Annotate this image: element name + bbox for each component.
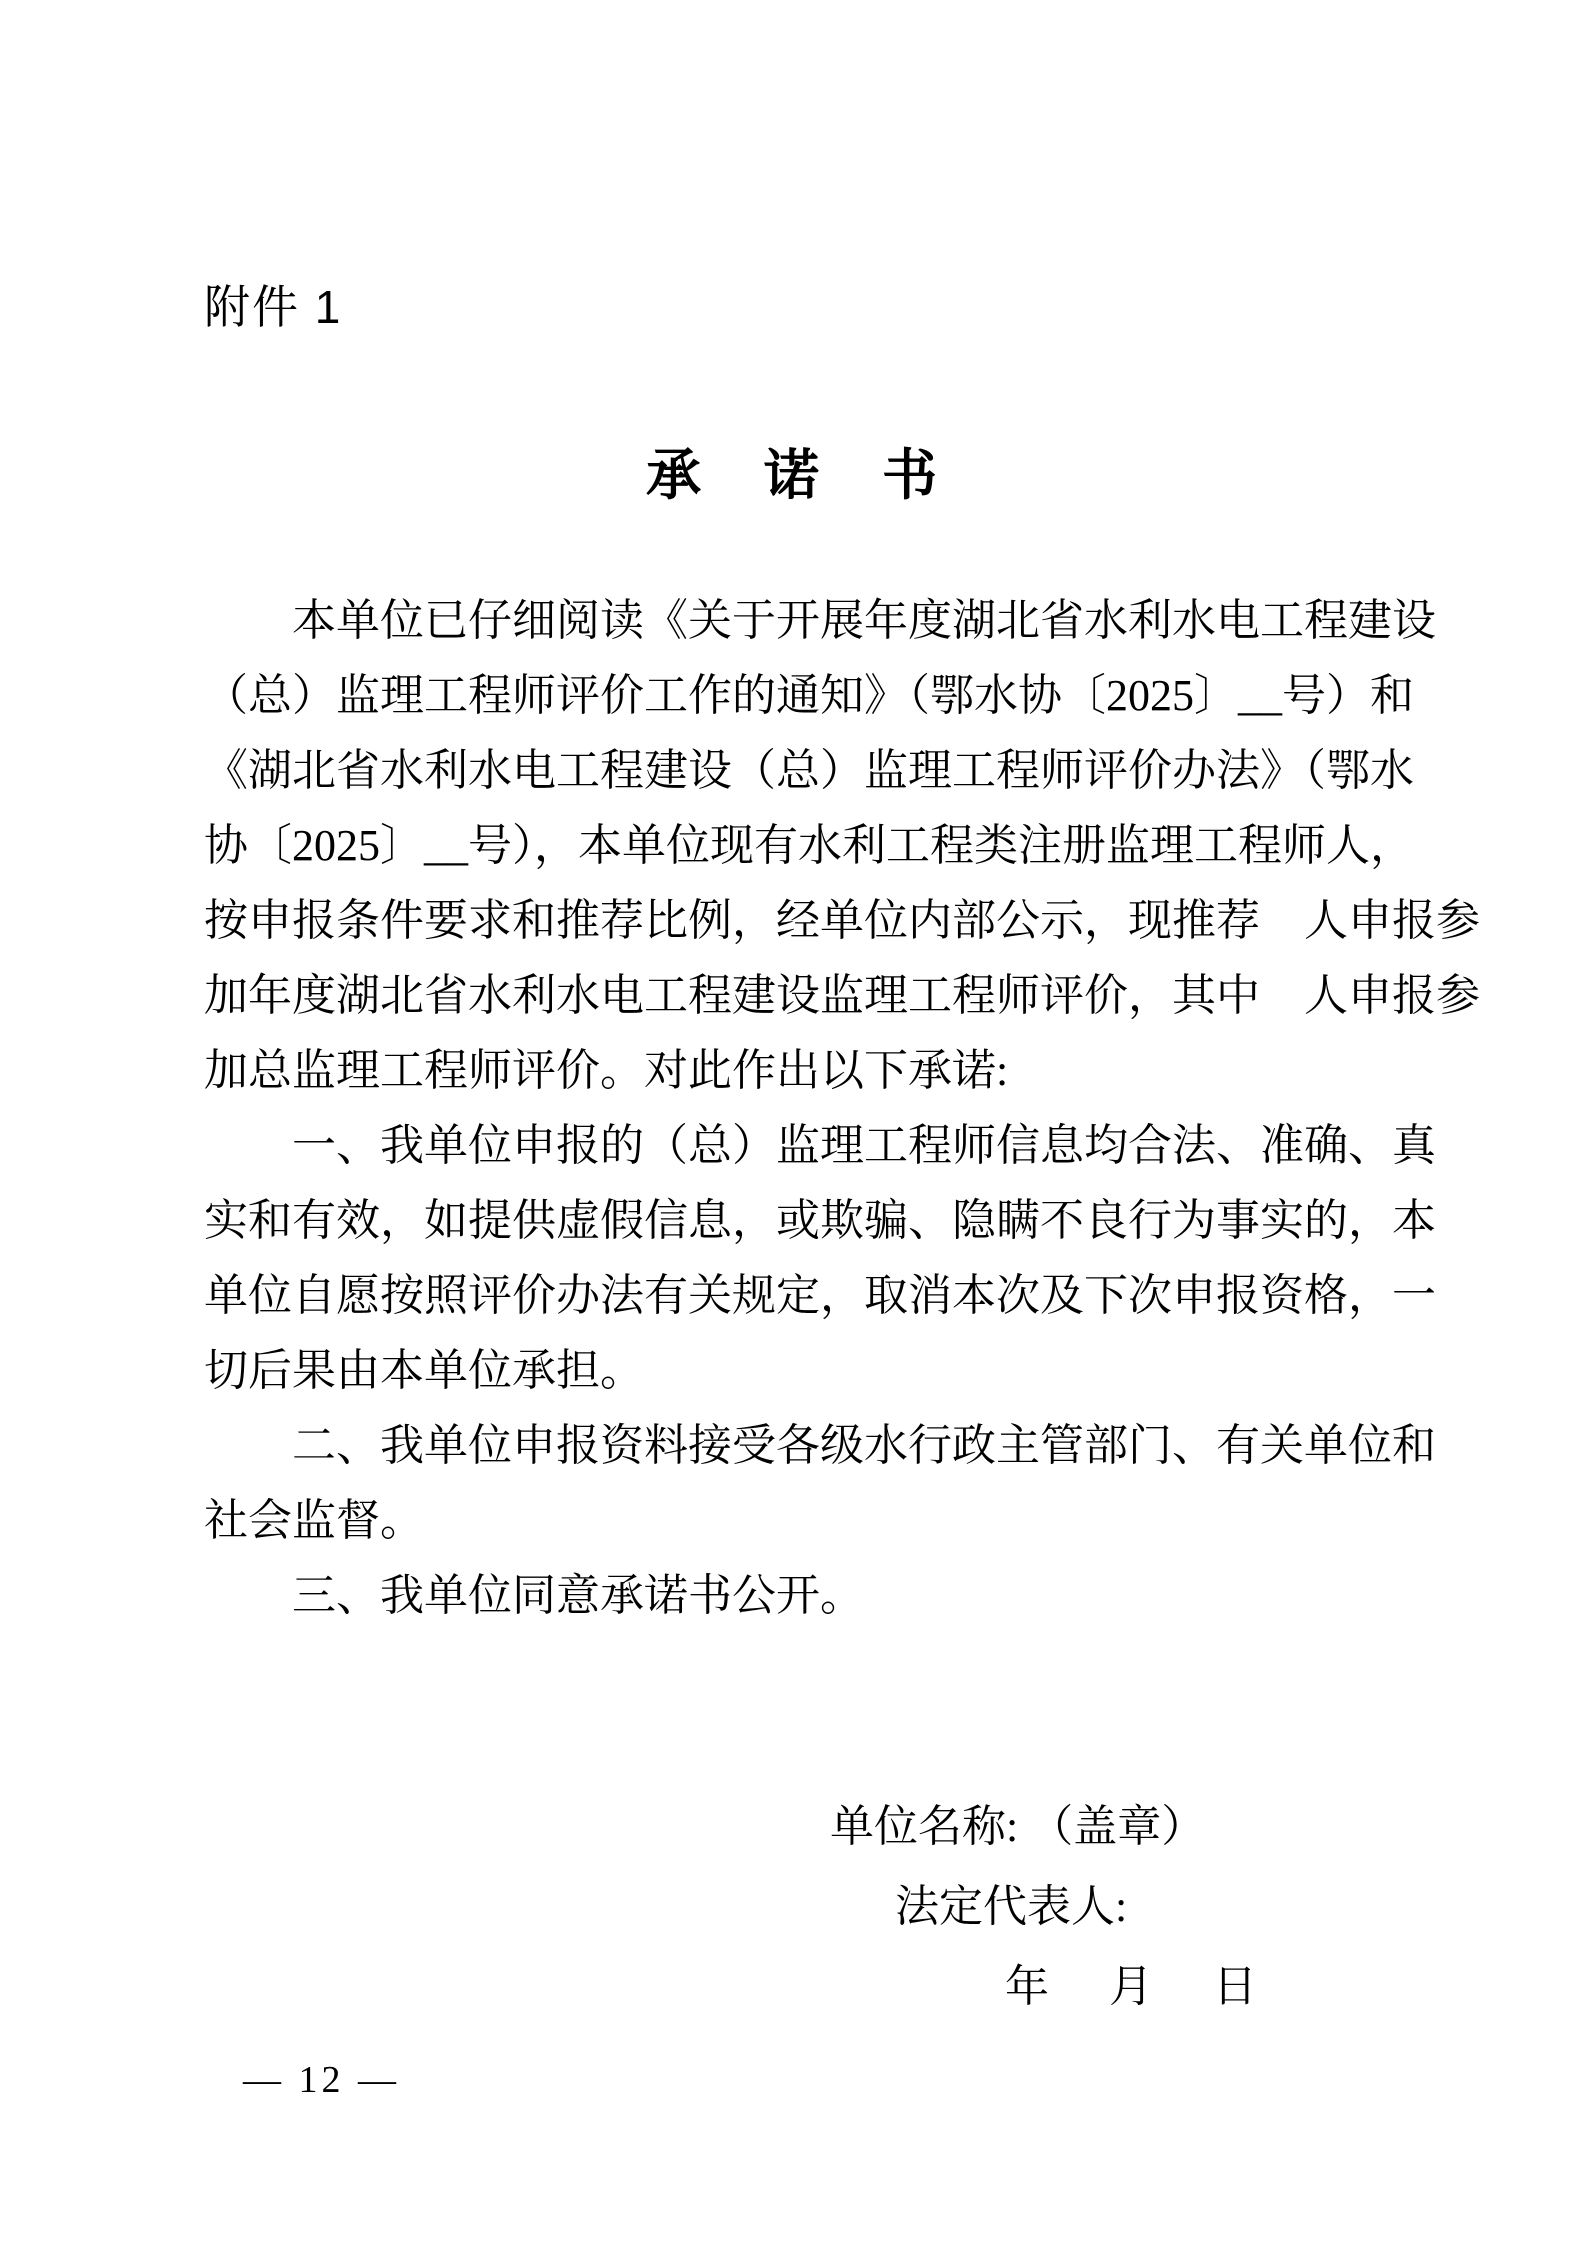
body-line: 《湖北省水利水电工程建设（总）监理工程师评价办法》（鄂水	[204, 746, 1414, 795]
body-line: 本单位已仔细阅读《关于开展年度湖北省水利水电工程建设	[292, 596, 1436, 645]
signature-block	[830, 1787, 1265, 2027]
body-line: 实和有效，如提供虚假信息，或欺骗、隐瞒不良行为事实的，本	[204, 1196, 1436, 1245]
body-line: 加年度湖北省水利水电工程建设监理工程师评价，其中 人申报参	[204, 971, 1480, 1020]
page-number: — 12 —	[243, 2059, 400, 2101]
body-line: （总）监理工程师评价工作的通知》（鄂水协〔2025〕__号）和	[204, 671, 1414, 720]
signature-legal-representative: 法定代表人:	[895, 1882, 1128, 1931]
body-line: 二、我单位申报资料接受各级水行政主管部门、有关单位和	[292, 1421, 1436, 1470]
body-line: 按申报条件要求和推荐比例，经单位内部公示，现推荐 人申报参	[204, 896, 1480, 945]
signature-unit-name: 单位名称: （盖章）	[830, 1802, 1206, 1851]
body-line: 一、我单位申报的（总）监理工程师信息均合法、准确、真	[292, 1121, 1436, 1170]
body-line: 单位自愿按照评价办法有关规定，取消本次及下次申报资格，一	[204, 1271, 1436, 1320]
attachment-label: 附件 1	[204, 281, 343, 333]
document-body	[204, 583, 1480, 1633]
signature-date: 年 月 日	[1005, 1962, 1265, 2011]
body-line: 协〔2025〕__号），本单位现有水利工程类注册监理工程师人，	[204, 821, 1414, 870]
body-line: 三、我单位同意承诺书公开。	[292, 1571, 864, 1620]
body-line: 切后果由本单位承担。	[204, 1346, 644, 1395]
document-title: 承 诺 书	[645, 445, 941, 506]
body-line: 加总监理工程师评价。对此作出以下承诺:	[204, 1046, 1009, 1095]
body-line: 社会监督。	[204, 1496, 424, 1545]
